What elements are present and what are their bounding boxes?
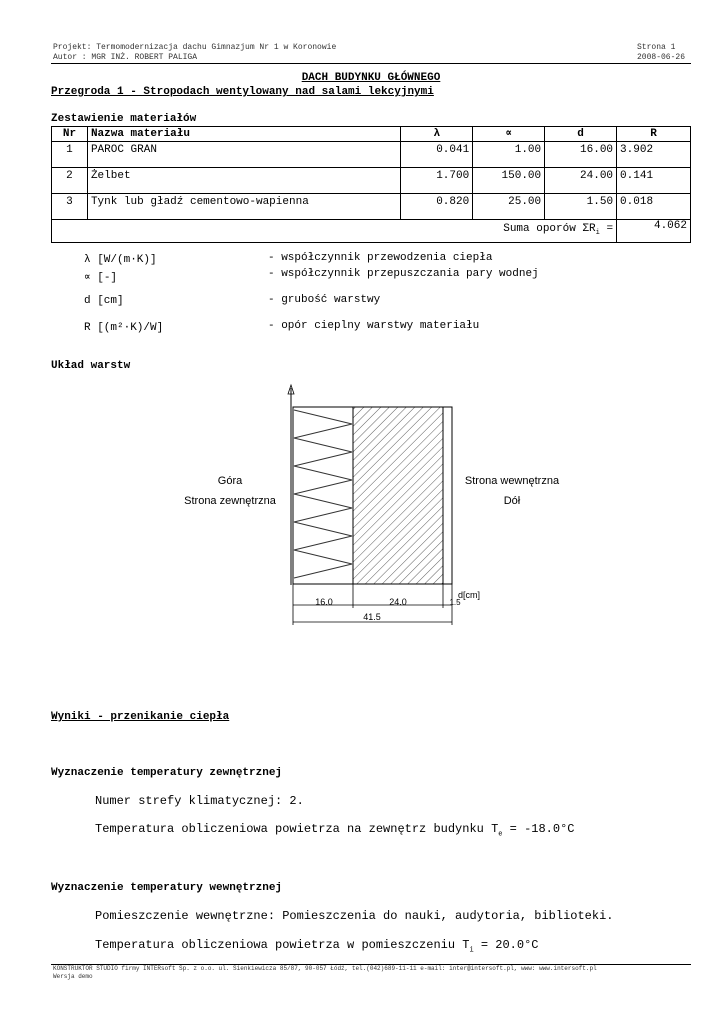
- external-temp-heading: Wyznaczenie temperatury zewnętrznej: [51, 767, 283, 779]
- cell-r: 3.902: [617, 142, 691, 168]
- header-nr: Nr: [52, 127, 88, 142]
- climate-zone: Numer strefy klimatycznej: 2.: [95, 794, 304, 808]
- cell-d: 24.00: [545, 168, 617, 194]
- internal-temp-subscript: i: [469, 946, 474, 955]
- cell-mu: 150.00: [473, 168, 545, 194]
- table-header-row: [52, 127, 691, 142]
- layer-plaster: [443, 407, 452, 584]
- dim-insulation: 16.0: [315, 597, 333, 607]
- layer-concrete: [353, 407, 443, 584]
- internal-temp-label: Temperatura obliczeniowa powietrza w pomieszczeniu T: [95, 938, 470, 952]
- dim-plaster: 1.5: [449, 598, 461, 607]
- header-r: R: [617, 127, 691, 142]
- results-heading: Wyniki - przenikanie ciepła: [51, 711, 230, 723]
- internal-room: Pomieszczenie wewnętrzne: Pomieszczenia do nauki, audytoria, biblioteki.: [95, 909, 614, 923]
- table-row: [52, 194, 691, 220]
- materials-table: [51, 126, 691, 243]
- external-temp-value: = -18.0°C: [502, 822, 575, 836]
- footer-version: Wersja demo: [53, 973, 93, 980]
- header-d: d: [545, 127, 617, 142]
- legend-mu-symbol: ∝ [-]: [84, 272, 118, 284]
- cell-name: Tynk lub gładź cementowo-wapienna: [87, 194, 400, 220]
- legend-lambda-symbol: λ [W/(m·K)]: [84, 254, 157, 266]
- cell-r: 0.141: [617, 168, 691, 194]
- header-rule: [51, 63, 691, 64]
- cell-nr: 2: [52, 168, 88, 194]
- cell-name: Żelbet: [87, 168, 400, 194]
- external-temp-label: Temperatura obliczeniowa powietrza na zewnętrz budynku T: [95, 822, 499, 836]
- cell-d: 16.00: [545, 142, 617, 168]
- cell-lambda: 1.700: [401, 168, 473, 194]
- cell-nr: 3: [52, 194, 88, 220]
- project-line: Projekt: Termomodernizacja dachu Gimnazjum Nr 1 w Koronowie: [53, 43, 337, 52]
- unit-label: d[cm]: [458, 590, 481, 600]
- partition-title: Przegroda 1 - Stropodach wentylowany nad salami lekcyjnymi: [51, 86, 434, 98]
- page-number: Strona 1: [637, 43, 676, 52]
- sum-subscript: i: [595, 229, 600, 238]
- legend-d-desc: - grubość warstwy: [268, 294, 381, 306]
- sum-label: Suma oporów ΣR: [503, 223, 596, 235]
- header-lambda: λ: [401, 127, 473, 142]
- legend-lambda-desc: - współczynnik przewodzenia ciepła: [268, 252, 493, 264]
- label-inside: Strona wewnętrzna: [464, 475, 560, 487]
- author-line: Autor : MGR INŻ. ROBERT PALIGA: [53, 53, 198, 62]
- header-mu: ∝: [473, 127, 545, 142]
- label-bottom: Dół: [503, 495, 521, 507]
- footer-company: KONSTRUKTOR STUDIO firmy INTERsoft Sp. z o.o. ul. Sienkiewicza 85/87, 90-057 Łódź, tel.(042)689-11-11 e-mail: inter@intersoft.pl, www: www.intersoft.pl: [53, 965, 597, 972]
- document-title: DACH BUDYNKU GŁÓWNEGO: [301, 72, 441, 84]
- legend-r-symbol: R [(m²·K)/W]: [84, 322, 164, 334]
- external-temp-line: [95, 822, 574, 838]
- cell-lambda: 0.820: [401, 194, 473, 220]
- external-temp-subscript: e: [498, 830, 503, 839]
- cell-lambda: 0.041: [401, 142, 473, 168]
- sum-equals: =: [599, 223, 614, 235]
- layer-diagram: [170, 380, 590, 630]
- document-date: 2008-06-26: [637, 53, 686, 62]
- cell-name: PAROC GRAN: [87, 142, 400, 168]
- table-row: [52, 168, 691, 194]
- label-top: Góra: [217, 475, 243, 487]
- cell-mu: 1.00: [473, 142, 545, 168]
- cell-r: 0.018: [617, 194, 691, 220]
- table-row: [52, 142, 691, 168]
- legend-mu-desc: - współczynnik przepuszczania pary wodnej: [268, 268, 539, 280]
- table-sum-row: [52, 220, 691, 243]
- internal-temp-heading: Wyznaczenie temperatury wewnętrznej: [51, 882, 283, 894]
- cell-d: 1.50: [545, 194, 617, 220]
- materials-heading: Zestawienie materiałów: [51, 113, 197, 125]
- sum-label-cell: [52, 220, 617, 243]
- cell-mu: 25.00: [473, 194, 545, 220]
- header-name: Nazwa materiału: [87, 127, 400, 142]
- cell-nr: 1: [52, 142, 88, 168]
- internal-temp-value: = 20.0°C: [473, 938, 539, 952]
- dim-concrete: 24.0: [389, 597, 407, 607]
- legend-r-desc: - opór cieplny warstwy materiału: [268, 320, 480, 332]
- legend-d-symbol: d [cm]: [84, 295, 124, 307]
- dim-total: 41.5: [363, 612, 381, 622]
- sum-value: 4.062: [617, 220, 691, 243]
- internal-temp-line: [95, 938, 538, 954]
- layers-heading: Układ warstw: [51, 360, 131, 372]
- label-outside: Strona zewnętrzna: [184, 495, 276, 507]
